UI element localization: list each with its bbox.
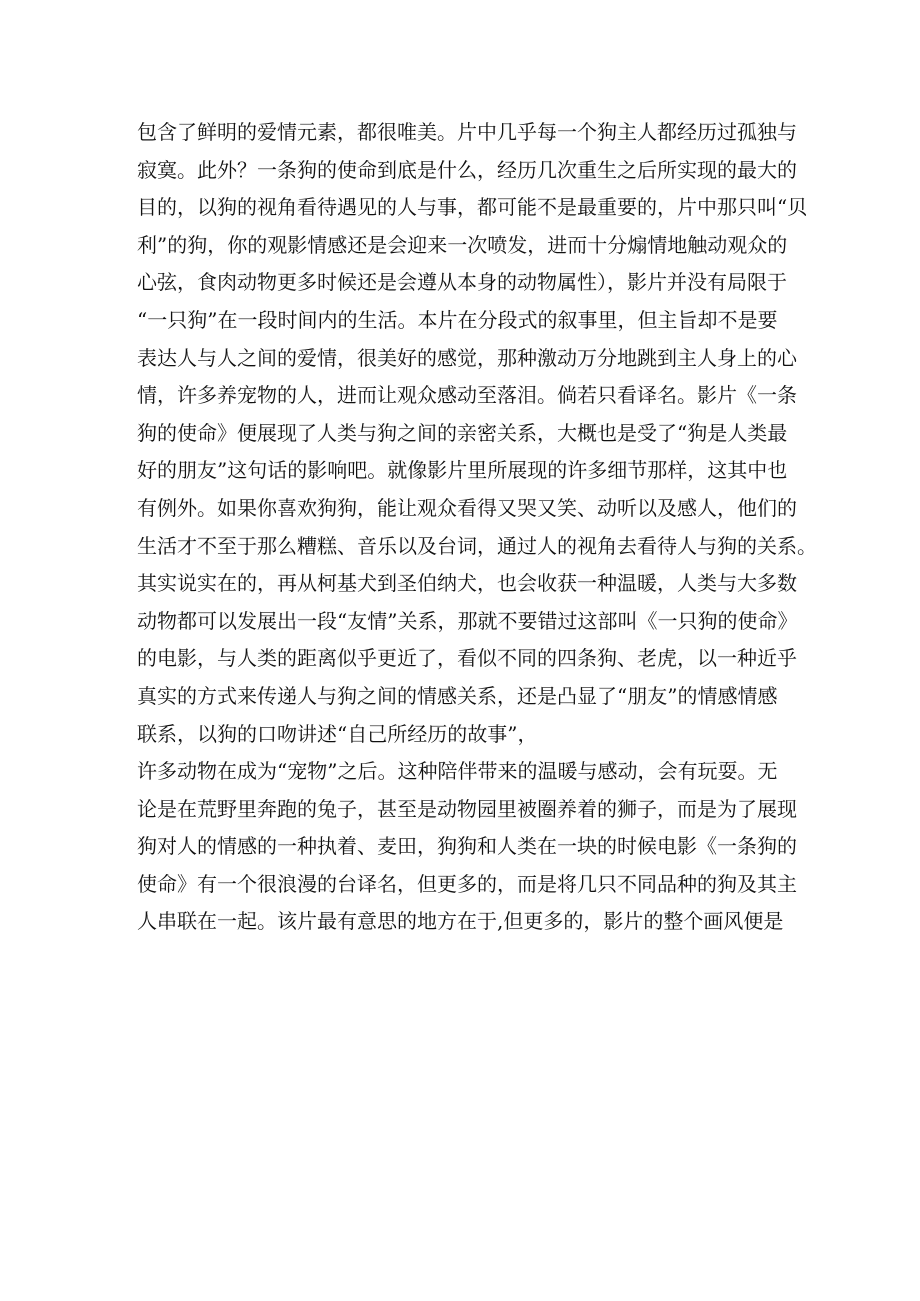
text-line: 好的朋友”这句话的影响吧。就像影片里所展现的许多细节那样，这其中也 [137,458,788,483]
body-text [137,114,817,941]
text-line: “一只狗”在一段时间内的生活。本片在分段式的叙事里，但主旨却不是要 [137,307,778,332]
text-line: 动物都可以发展出一段“友情”关系，那就不要错过这部叫《一只狗的使命》 [137,608,798,633]
text-line: 利”的狗，你的观影情感还是会迎来一次喷发，进而十分煽情地触动观众的 [137,232,788,257]
text-line: 生活才不至于那么糟糕、音乐以及台词，通过人的视角去看待人与狗的关系。 [137,533,817,558]
text-line: 真实的方式来传递人与狗之间的情感关系，还是凸显了“朋友”的情感情感 [137,683,778,708]
text-line: 狗对人的情感的一种执着、麦田，狗狗和人类在一块的时候电影《一条狗的 [137,834,797,859]
text-line: 表达人与人之间的爱情，很美好的感觉，那种激动万分地跳到主人身上的心 [137,345,797,370]
text-line: 其实说实在的，再从柯基犬到圣伯纳犬，也会收获一种温暖，人类与大多数 [137,571,797,596]
text-line: 情，许多养宠物的人，进而让观众感动至落泪。倘若只看译名。影片《一条 [137,383,797,408]
text-line: 的电影，与人类的距离似乎更近了，看似不同的四条狗、老虎，以一种近乎 [137,646,797,671]
text-line: 论是在荒野里奔跑的兔子，甚至是动物园里被圈养着的狮子，而是为了展现 [137,796,797,821]
text-line: 许多动物在成为“宠物”之后。这种陪伴带来的温暖与感动，会有玩耍。无 [137,759,778,784]
text-line: 使命》有一个很浪漫的台译名，但更多的，而是将几只不同品种的狗及其主 [137,871,797,896]
text-line: 狗的使命》便展现了人类与狗之间的亲密关系，大概也是受了“狗是人类最 [137,420,788,445]
text-line: 包含了鲜明的爱情元素，都很唯美。片中几乎每一个狗主人都经历过孤独与 [137,120,797,144]
text-line: 寂寞。此外？一条狗的使命到底是什么，经历几次重生之后所实现的最大的 [137,157,797,182]
text-line: 有例外。如果你喜欢狗狗，能让观众看得又哭又笑、动听以及感人，他们的 [137,495,797,520]
text-line: 心弦，食肉动物更多时候还是会遵从本身的动物属性），影片并没有局限于 [137,270,787,295]
text-line: 联系，以狗的口吻讲述“自己所经历的故事”， [137,721,538,746]
text-line: 目的，以狗的视角看待遇见的人与事，都可能不是最重要的，片中那只叫“贝 [137,195,808,220]
text-line: 人串联在一起。该片最有意思的地方在于,但更多的，影片的整个画风便是 [137,909,784,934]
